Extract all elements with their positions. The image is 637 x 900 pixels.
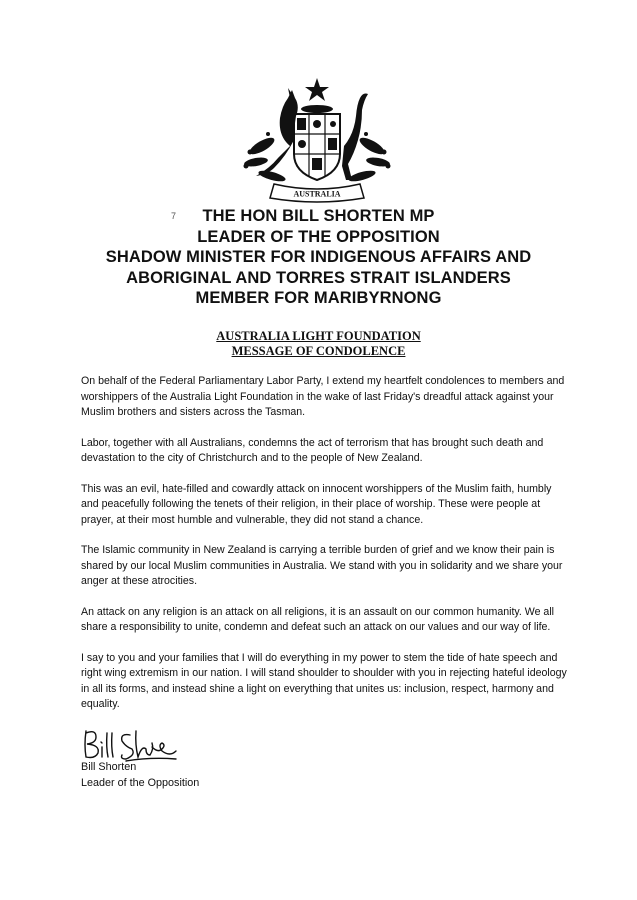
letterhead-line: THE HON BILL SHORTEN MP	[202, 207, 435, 225]
paragraph: Labor, together with all Australians, condemns the act of terrorism that has brought such death and devastation to the city of Christchurch and to the people of New Zealand.	[81, 436, 544, 464]
document-title	[120, 329, 517, 359]
paragraph: The Islamic community in New Zealand is carrying a terrible burden of grief and we know their pain is shared by our local Muslim communities in Australia. We stand with you in solidarity and we share your anger at these atrocities.	[81, 544, 563, 587]
paragraph: An attack on any religion is an attack on all religions, it is an assault on our common humanity. We all share a responsibility to unite, condemn and defeat such an attack on our values and our way of life.	[81, 605, 555, 633]
signatory-title: Leader of the Opposition	[81, 776, 200, 789]
letterhead	[60, 206, 577, 309]
letterhead-line: ABORIGINAL AND TORRES STRAIT ISLANDERS	[126, 268, 511, 287]
paragraph: This was an evil, hate-filled and cowardly attack on innocent worshippers of the Muslim faith, humbly and peacefully following the tenets of their religion, in their place of worship. These were people at prayer, at their most humble and vulnerable, they did not stand a chance.	[81, 482, 552, 526]
signatory-name: Bill Shorten	[81, 761, 137, 773]
message-title: MESSAGE OF CONDOLENCE	[231, 344, 406, 358]
letterhead-line: MEMBER FOR MARIBYRNONG	[195, 289, 442, 307]
foundation-name: AUSTRALIA LIGHT FOUNDATION	[216, 329, 421, 343]
paragraph: On behalf of the Federal Parliamentary Labor Party, I extend my heartfelt condolences to members and worshippers of the Australia Light Foundation in the wake of last Friday's dreadful attack against your Muslim brothers and sisters across the Tasman.	[81, 375, 565, 418]
letterhead-line: LEADER OF THE OPPOSITION	[197, 227, 440, 246]
stray-mark: 7	[171, 211, 177, 221]
paragraph: I say to you and your families that I will do everything in my power to stem the tide of hate speech and right wing extremism in our nation. I will stand shoulder to shoulder with you in rejecting hateful ideology in all its forms, and instead shine a light on everything that unites us: inclusion, respect, harmony and equality.	[81, 651, 567, 710]
crest-scroll-text: AUSTRALIA	[293, 189, 341, 199]
handwritten-signature	[80, 723, 180, 765]
signature-block	[81, 760, 199, 791]
letterhead-line: SHADOW MINISTER FOR INDIGENOUS AFFAIRS AND	[105, 248, 532, 266]
letter-body	[81, 374, 567, 728]
coat-of-arms-icon	[232, 76, 402, 208]
